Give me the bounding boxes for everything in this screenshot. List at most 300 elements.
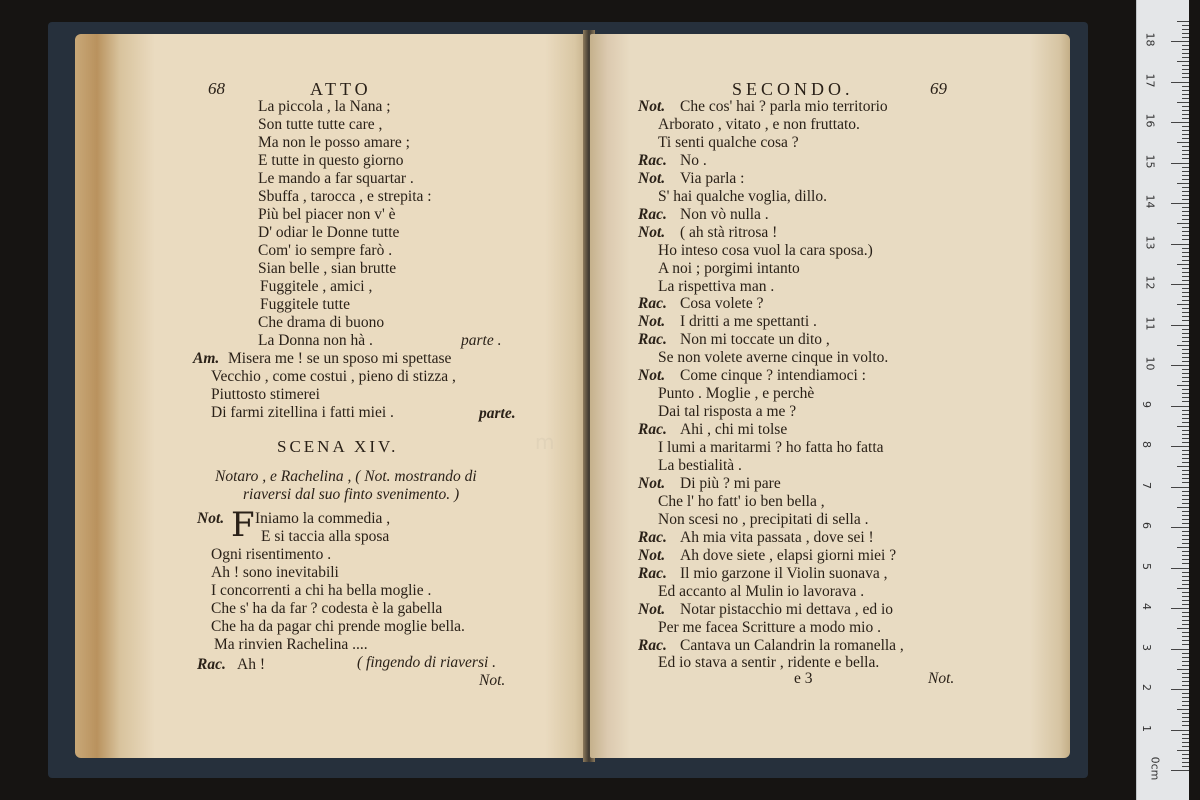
ruler-tick — [1182, 430, 1189, 431]
ruler-tick — [1182, 252, 1189, 253]
ruler-tick — [1177, 102, 1189, 103]
ruler-tick — [1171, 82, 1189, 83]
ruler-tick — [1177, 750, 1189, 751]
speaker-label: Rac. — [638, 564, 667, 582]
ruler-tick — [1182, 296, 1189, 297]
speaker-label: Rac. — [638, 528, 667, 546]
verse-line: Dai tal risposta a me ? — [658, 403, 797, 421]
verse-line: Cosa volete ? — [680, 295, 764, 313]
ruler-tick — [1177, 304, 1189, 305]
ruler-tick — [1182, 661, 1189, 662]
ruler-tick — [1171, 325, 1189, 326]
ruler-tick — [1182, 612, 1189, 613]
ruler-tick — [1182, 600, 1189, 601]
ruler-tick — [1182, 580, 1189, 581]
speaker-label: Rac. — [197, 656, 226, 673]
verse-line: A noi ; porgimi intanto — [658, 259, 800, 277]
ruler-tick — [1182, 280, 1189, 281]
ruler-tick — [1182, 106, 1189, 107]
left-page — [75, 34, 585, 758]
ruler-tick — [1171, 608, 1189, 609]
ruler-label: 16 — [1143, 113, 1157, 128]
speaker-label: Am. — [193, 350, 220, 367]
verse-line: Di più ? mi pare — [680, 474, 781, 492]
ruler-tick — [1177, 385, 1189, 386]
ruler-tick — [1182, 559, 1189, 560]
left-page-number: 68 — [208, 79, 225, 98]
ruler-tick — [1182, 90, 1189, 91]
ruler-tick — [1182, 491, 1189, 492]
verse-line: Ah mia vita passata , dove sei ! — [680, 528, 874, 546]
ruler-tick — [1182, 523, 1189, 524]
ruler-tick — [1182, 495, 1189, 496]
ruler-tick — [1182, 361, 1189, 362]
verse-line: Come cinque ? intendiamoci : — [680, 367, 866, 385]
ruler-tick — [1182, 171, 1189, 172]
ruler-tick — [1182, 640, 1189, 641]
verse-line: Ahi , chi mi tolse — [680, 421, 788, 439]
ruler-tick — [1182, 685, 1189, 686]
ruler-tick — [1182, 256, 1189, 257]
ruler-tick — [1171, 487, 1189, 488]
ruler-tick — [1182, 207, 1189, 208]
stage-direction-parte: parte . — [461, 332, 502, 349]
ruler-tick — [1182, 29, 1189, 30]
ruler-tick — [1182, 377, 1189, 378]
verse-line: La rispettiva man . — [658, 277, 775, 295]
ruler-tick — [1182, 98, 1189, 99]
ruler-tick — [1182, 57, 1189, 58]
ruler-tick — [1182, 288, 1189, 289]
verse-line: La Donna non hà . — [258, 332, 373, 349]
verse-line: Che s' ha da far ? codesta è la gabella — [211, 600, 443, 617]
verse-line: I lumi a maritarmi ? ho fatta ho fatta — [658, 439, 884, 457]
ruler-tick — [1182, 454, 1189, 455]
ruler-tick — [1171, 244, 1189, 245]
ruler-label: 7 — [1140, 481, 1153, 489]
verse-line: Ed io stava a sentir , ridente e bella. — [658, 654, 880, 672]
ruler-tick — [1182, 389, 1189, 390]
ruler-tick — [1177, 709, 1189, 710]
verse-line: Che drama di buono — [258, 314, 385, 331]
ruler-tick — [1182, 738, 1189, 739]
ruler-tick — [1182, 260, 1189, 261]
ruler-tick — [1182, 401, 1189, 402]
ruler-tick — [1182, 705, 1189, 706]
ruler-tick — [1182, 219, 1189, 220]
ruler-tick — [1171, 41, 1189, 42]
left-catchword: Not. — [479, 672, 506, 689]
verse-line: Ah ! sono inevitabili — [211, 564, 339, 581]
ruler-tick — [1171, 689, 1189, 690]
ruler-tick — [1171, 365, 1189, 366]
ruler-tick — [1182, 681, 1189, 682]
ruler-tick — [1182, 438, 1189, 439]
ruler-tick — [1182, 349, 1189, 350]
ruler-tick — [1182, 308, 1189, 309]
ruler-tick — [1177, 183, 1189, 184]
verse-line: Se non volete averne cinque in volto. — [658, 349, 889, 367]
ruler-tick — [1182, 37, 1189, 38]
verse-line: Il mio garzone il Violin suonava , — [680, 564, 888, 582]
ruler-tick — [1182, 422, 1189, 423]
ruler-tick — [1182, 167, 1189, 168]
ruler-tick — [1182, 118, 1189, 119]
ruler-tick — [1182, 126, 1189, 127]
ruler-tick — [1182, 414, 1189, 415]
ruler-tick — [1182, 592, 1189, 593]
verse-line: Fuggitele tutte — [260, 296, 350, 313]
verse-line: Fuggitele , amici , — [260, 278, 373, 295]
verse-line: La bestialità . — [658, 457, 742, 474]
ruler-tick — [1182, 373, 1189, 374]
drop-cap: F — [231, 505, 255, 545]
ruler-label: 10 — [1143, 356, 1157, 371]
ruler-tick — [1177, 223, 1189, 224]
ruler-tick — [1182, 474, 1189, 475]
speaker-label: Rac. — [638, 331, 667, 349]
speaker-label: Rac. — [638, 421, 667, 439]
ruler-tick — [1182, 158, 1189, 159]
speaker-label: Not. — [638, 98, 666, 115]
speaker-label: Not. — [638, 546, 666, 564]
ruler-tick — [1182, 114, 1189, 115]
ruler-tick — [1182, 531, 1189, 532]
ruler-tick — [1182, 543, 1189, 544]
ruler-tick — [1182, 742, 1189, 743]
ruler-tick — [1171, 122, 1189, 123]
ruler-tick — [1182, 329, 1189, 330]
ruler-tick — [1182, 697, 1189, 698]
ruler-tick — [1182, 272, 1189, 273]
verse-line: Ho inteso cosa vuol la cara sposa.) — [658, 241, 873, 259]
verse-line: Non scesi no , precipitati di sella . — [658, 510, 869, 528]
ruler-tick — [1182, 333, 1189, 334]
ruler-tick — [1182, 535, 1189, 536]
verse-line: Son tutte tutte care , — [258, 116, 383, 133]
ruler-tick — [1182, 503, 1189, 504]
verse-line: Com' io sempre farò . — [258, 242, 393, 259]
ruler-tick — [1182, 657, 1189, 658]
ruler-tick — [1182, 397, 1189, 398]
ruler-label: 3 — [1140, 643, 1153, 651]
ruler-label: 18 — [1143, 32, 1157, 47]
ruler-tick — [1182, 563, 1189, 564]
ruler-tick — [1182, 572, 1189, 573]
verse-line: Notar pistacchio mi dettava , ed io — [680, 600, 894, 618]
ruler-tick — [1182, 673, 1189, 674]
verse-line: Di farmi zitellina i fatti miei . — [211, 404, 394, 421]
verse-line: Ma non le posso amare ; — [258, 134, 410, 151]
verse-line: S' hai qualche voglia, dillo. — [658, 187, 827, 205]
ruler-label: 0cm — [1148, 756, 1162, 781]
ruler-tick — [1182, 179, 1189, 180]
ruler-tick — [1182, 721, 1189, 722]
right-catchword: Not. — [928, 670, 955, 687]
verse-line: Le mando a far squartar . — [258, 170, 414, 187]
speaker-label: Not. — [638, 474, 666, 492]
left-running-head: ATTO — [310, 79, 372, 99]
ruler-tick — [1182, 766, 1189, 767]
ruler-tick — [1182, 604, 1189, 605]
speaker-label: Not. — [638, 169, 666, 187]
verse-line: D' odiar le Donne tutte — [258, 224, 400, 241]
verse-line: Punto . Moglie , e perchè — [658, 385, 815, 403]
ruler-tick — [1182, 369, 1189, 370]
ruler-tick — [1182, 762, 1189, 763]
ruler-tick — [1182, 758, 1189, 759]
verse-line: Ah dove siete , elapsi giorni miei ? — [680, 546, 897, 564]
scene-title: SCENA XIV. — [277, 437, 399, 456]
verse-line: Via parla : — [680, 169, 745, 187]
speaker-label: Not. — [638, 313, 666, 331]
ruler-tick — [1182, 734, 1189, 735]
verse-line: Che cos' hai ? parla mio territorio — [680, 98, 888, 115]
ruler-tick — [1182, 53, 1189, 54]
ruler-label: 12 — [1143, 275, 1157, 290]
ruler-tick — [1182, 418, 1189, 419]
ruler-tick — [1182, 73, 1189, 74]
ruler-tick — [1182, 754, 1189, 755]
verse-line: No . — [680, 151, 707, 169]
ruler-tick — [1182, 337, 1189, 338]
ruler-tick — [1182, 187, 1189, 188]
ruler-tick — [1182, 450, 1189, 451]
ruler-tick — [1182, 150, 1189, 151]
ruler-tick — [1177, 61, 1189, 62]
ruler-label: 17 — [1143, 73, 1157, 87]
verse-line: Per me facea Scritture a modo mio . — [658, 618, 881, 636]
speaker-label: Not. — [638, 367, 666, 385]
ruler-tick — [1182, 235, 1189, 236]
stage-direction-parte-2: parte. — [479, 405, 516, 422]
ruler-tick — [1182, 653, 1189, 654]
ruler-tick — [1182, 616, 1189, 617]
ruler-tick — [1171, 770, 1189, 771]
ruler-tick — [1182, 620, 1189, 621]
ruler-tick — [1177, 264, 1189, 265]
ruler-tick — [1171, 649, 1189, 650]
verse-line: La piccola , la Nana ; — [258, 98, 391, 115]
ruler-label: 4 — [1140, 603, 1153, 610]
ruler-tick — [1182, 693, 1189, 694]
ruler-tick — [1177, 21, 1189, 22]
ruler-tick — [1182, 725, 1189, 726]
verse-line: Sian belle , sian brutte — [258, 260, 397, 277]
verse-line: Ah ! — [237, 656, 265, 673]
ruler-tick — [1182, 86, 1189, 87]
ruler-tick — [1182, 353, 1189, 354]
verse-line: Vecchio , come costui , pieno di stizza , — [211, 368, 456, 385]
ruler-label: 8 — [1140, 441, 1153, 448]
ruler-tick — [1182, 584, 1189, 585]
ruler-tick — [1182, 442, 1189, 443]
signature-mark: e 3 — [794, 670, 813, 687]
ruler-tick — [1182, 276, 1189, 277]
ruler-tick — [1182, 555, 1189, 556]
ruler-tick — [1182, 320, 1189, 321]
ruler-tick — [1182, 292, 1189, 293]
ruler-tick — [1182, 49, 1189, 50]
ruler-label: 9 — [1140, 400, 1153, 408]
ruler-tick — [1182, 316, 1189, 317]
ruler-tick — [1171, 446, 1189, 447]
ruler-tick — [1171, 730, 1189, 731]
ruler-label: 13 — [1143, 235, 1157, 249]
verse-line: I concorrenti a chi ha bella moglie . — [211, 582, 432, 599]
ruler-tick — [1182, 134, 1189, 135]
ruler-tick — [1171, 406, 1189, 407]
ruler-label: 5 — [1140, 562, 1153, 570]
ruler-tick — [1182, 434, 1189, 435]
ruler-tick — [1171, 527, 1189, 528]
ruler-tick — [1182, 519, 1189, 520]
ruler-tick — [1177, 507, 1189, 508]
verse-line: Ed accanto al Mulin io lavorava . — [658, 582, 865, 600]
scene-description-1: Notaro , e Rachelina , ( Not. mostrando di — [215, 468, 477, 485]
ruler-tick — [1177, 345, 1189, 346]
ruler-tick — [1182, 701, 1189, 702]
speaker-label: Rac. — [638, 636, 667, 654]
speaker-label: Not. — [638, 600, 666, 618]
ruler-tick — [1182, 146, 1189, 147]
ruler-tick — [1182, 77, 1189, 78]
ruler-tick — [1182, 410, 1189, 411]
right-running-head: SECONDO. — [732, 79, 854, 99]
verse-line: Cantava un Calandrin la romanella , — [680, 636, 904, 654]
ruler-tick — [1182, 341, 1189, 342]
ruler-tick — [1171, 568, 1189, 569]
ruler-label: 2 — [1140, 684, 1153, 691]
ruler-label: 11 — [1143, 316, 1157, 330]
ruler-label: 1 — [1140, 724, 1153, 732]
ruler-tick — [1177, 426, 1189, 427]
speaker-label: Rac. — [638, 205, 667, 223]
ruler-tick — [1182, 227, 1189, 228]
ruler-tick — [1182, 130, 1189, 131]
ruler-tick — [1182, 154, 1189, 155]
ruler-tick — [1182, 45, 1189, 46]
ruler-tick — [1182, 110, 1189, 111]
verse-line: Ti senti qualche cosa ? — [658, 133, 799, 151]
ruler-tick — [1171, 203, 1189, 204]
ruler-tick — [1182, 25, 1189, 26]
verse-line: Misera me ! se un sposo mi spettase — [228, 350, 452, 367]
ruler-tick — [1182, 69, 1189, 70]
verse-line: Che ha da pagar chi prende moglie bella. — [211, 618, 465, 635]
ruler-tick — [1182, 175, 1189, 176]
measurement-ruler — [1136, 0, 1189, 800]
ruler-tick — [1177, 628, 1189, 629]
ruler-tick — [1182, 539, 1189, 540]
ruler-tick — [1182, 746, 1189, 747]
ruler-tick — [1182, 677, 1189, 678]
ruler-tick — [1182, 138, 1189, 139]
ruler-tick — [1182, 499, 1189, 500]
verse-line: Non vò nulla . — [680, 205, 769, 223]
verse-line: Piuttosto stimerei — [211, 386, 320, 403]
verse-line: I dritti a me spettanti . — [680, 313, 817, 331]
ruler-tick — [1182, 644, 1189, 645]
ruler-tick — [1182, 191, 1189, 192]
ruler-tick — [1182, 65, 1189, 66]
ruler-tick — [1182, 511, 1189, 512]
verse-line: Arborato , vitato , e non fruttato. — [658, 115, 860, 133]
verse-line: Sbuffa , tarocca , e strepita : — [258, 188, 432, 205]
ruler-tick — [1171, 284, 1189, 285]
verse-line: Che l' ho fatt' io ben bella , — [658, 492, 825, 510]
ruler-tick — [1182, 478, 1189, 479]
ruler-tick — [1177, 142, 1189, 143]
ruler-tick — [1171, 163, 1189, 164]
ruler-tick — [1182, 632, 1189, 633]
verse-line: Non mi toccate un dito , — [680, 331, 830, 349]
verse-line: Ma rinvien Rachelina .... — [214, 636, 368, 653]
scene-description-2: riaversi dal suo finto svenimento. ) — [243, 486, 460, 503]
ruler-tick — [1182, 462, 1189, 463]
ruler-tick — [1182, 717, 1189, 718]
ruler-tick — [1182, 195, 1189, 196]
speaker-label: Not. — [638, 223, 666, 241]
ruler-tick — [1182, 300, 1189, 301]
ruler-tick — [1182, 636, 1189, 637]
stage-direction-fingendo: ( fingendo di riaversi . — [357, 654, 497, 671]
ruler-tick — [1182, 215, 1189, 216]
ruler-tick — [1182, 576, 1189, 577]
ruler-tick — [1182, 312, 1189, 313]
ruler-tick — [1182, 551, 1189, 552]
ruler-tick — [1182, 624, 1189, 625]
ruler-label: 6 — [1140, 522, 1153, 529]
right-page — [590, 34, 1070, 758]
ruler-tick — [1182, 239, 1189, 240]
ruler-tick — [1182, 231, 1189, 232]
ruler-tick — [1182, 393, 1189, 394]
ruler-tick — [1182, 458, 1189, 459]
verse-line: Iniamo la commedia , — [255, 510, 391, 527]
ruler-tick — [1182, 665, 1189, 666]
verse-line: Più bel piacer non v' è — [258, 206, 396, 223]
ruler-tick — [1182, 199, 1189, 200]
ruler-tick — [1182, 33, 1189, 34]
ruler-tick — [1182, 94, 1189, 95]
ruler-tick — [1182, 381, 1189, 382]
ruler-tick — [1182, 515, 1189, 516]
ruler-tick — [1182, 713, 1189, 714]
verse-line: ( ah stà ritrosa ! — [680, 223, 778, 241]
verse-line: Ogni risentimento . — [211, 546, 332, 563]
verse-line: E si taccia alla sposa — [261, 528, 390, 545]
ruler-tick — [1182, 211, 1189, 212]
ruler-tick — [1182, 357, 1189, 358]
ruler-tick — [1177, 466, 1189, 467]
ruler-tick — [1182, 482, 1189, 483]
speaker-label: Rac. — [638, 295, 667, 313]
verse-line: E tutte in questo giorno — [258, 152, 404, 169]
ruler-tick — [1177, 669, 1189, 670]
ruler-tick — [1177, 588, 1189, 589]
ruler-tick — [1182, 248, 1189, 249]
ruler-tick — [1182, 596, 1189, 597]
speaker-label: Rac. — [638, 151, 667, 169]
ruler-tick — [1182, 470, 1189, 471]
ruler-label: 15 — [1143, 154, 1157, 168]
watermark: m — [535, 430, 555, 454]
ruler-label: 14 — [1143, 194, 1157, 209]
ruler-tick — [1182, 268, 1189, 269]
ruler-tick — [1177, 547, 1189, 548]
right-page-number: 69 — [930, 79, 947, 98]
